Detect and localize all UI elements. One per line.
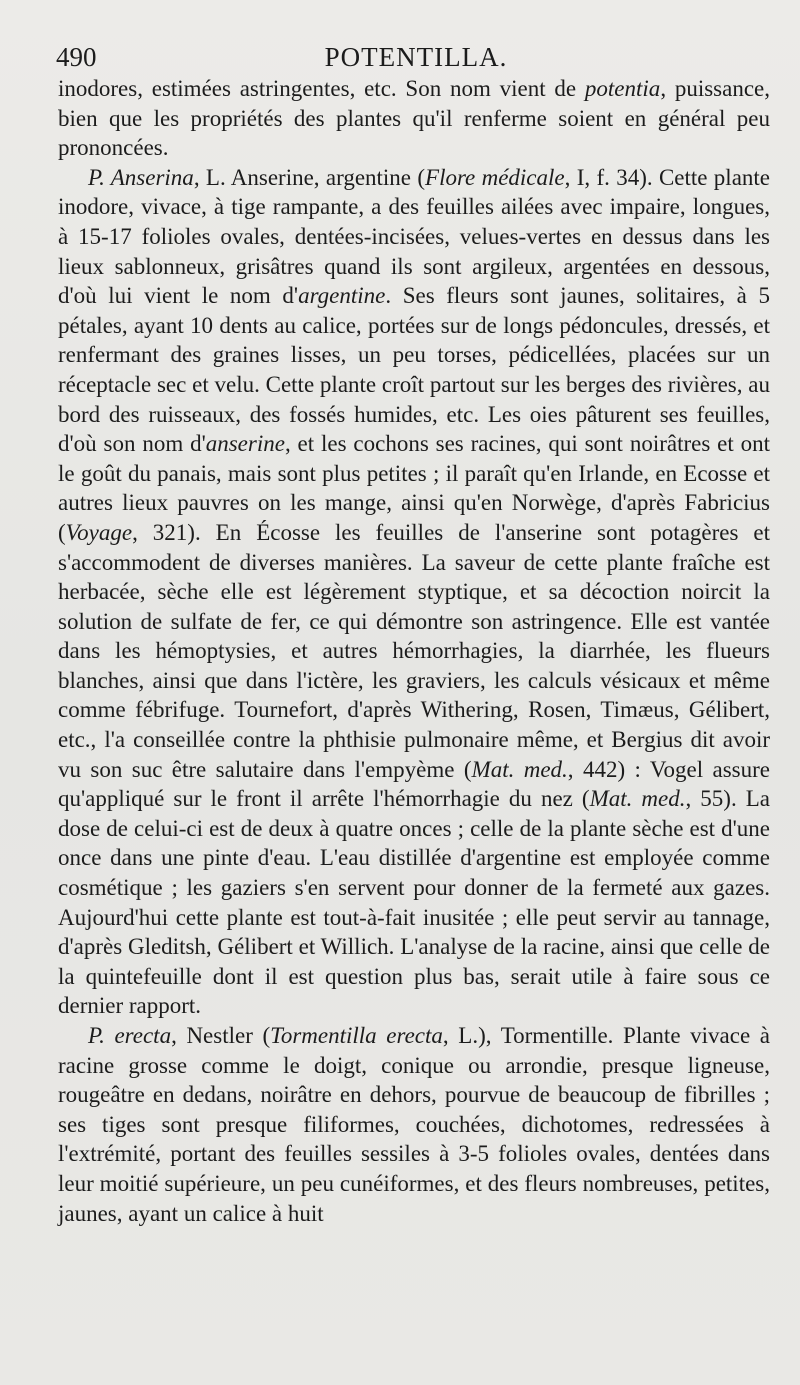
text-run: , L.), Tormentille. Plante vivace à racine grosse comme le doigt, conique ou arrondie, presque ligneuse, rougeâtre en dedans, noirâtre en dehors, pourvue de beaucoup de fibrilles ; ses tiges sont presque filiformes, couchées, dichotomes, redressées à l'extrémité, portant des feuilles sessiles à 3-5 folioles ovales, dentées dans leur moitié supérieure, un peu cunéiformes, et des fleurs nombreuses, petites, jaunes, ayant un calice à huit <box>58 1023 770 1226</box>
page-number: 490 <box>56 42 97 72</box>
text-run: inodores, estimées astringentes, etc. Son nom vient de <box>58 76 585 101</box>
text-run: , I, f. 34). Cette plante inodore, vivace, à tige rampante, a des feuilles ailées avec impaire, longues, à 15-17 folioles ovales, dentées-incisées, velues-vertes en dessus dans les lieux sablonneux, grisâtres quand ils sont argileux, argentées en dessous, d'où lui vient le nom d' <box>58 164 771 309</box>
italic-text: Tormentilla erecta <box>270 1023 443 1048</box>
paragraph <box>58 163 770 1021</box>
italic-text: argentine <box>298 283 386 309</box>
text-run: , 321). En Écosse les feuilles de l'anserine sont potagères et s'accommodent de diverses manières. La saveur de cette plante fraîche est herbacée, sèche elle est légèrement styptique, et sa décoction noircit la solution de sulfate de fer, ce qui démontre son astringence. Elle est vantée dans les hémoptysies, et autres hémorrhagies, la diarrhée, les flueurs blanches, ainsi que dans l'ictère, les graviers, les calculs vésicaux et même comme fébrifuge. Tournefort, d'après Withering, Rosen, Timæus, Gélibert, etc., l'a conseillée contre la phthisie pulmonaire même, et Bergius dit avoir vu son suc être salutaire dans l'empyème ( <box>58 519 770 782</box>
italic-text: P. erecta <box>88 1023 172 1048</box>
body-text <box>58 74 770 1228</box>
text-run: , Nestler ( <box>171 1023 271 1048</box>
text-run: , 442) : Vogel assure qu'appliqué sur le front il arrête l'hémorrhagie du nez ( <box>58 756 770 812</box>
italic-text: anserine <box>205 431 285 457</box>
text-run: . Ses fleurs sont jaunes, solitaires, à 5 pétales, ayant 10 dents au calice, portées sur de longs pédoncules, dressés, et renfermant des graines lisses, un peu torses, pédicellées, placées sur un réceptacle sec et velu. Cette plante croît partout sur les berges des rivières, au bord des ruisseaux, des fossés humides, etc. Les oies pâturent ses feuilles, d'où son nom d' <box>58 283 770 457</box>
running-title: POTENTILLA. <box>324 42 508 72</box>
page-header <box>56 42 776 78</box>
text-run: , puissance, bien que les propriétés des plantes qu'il renferme soient en général peu prononcées. <box>58 76 771 161</box>
italic-text: potentia <box>584 76 661 101</box>
italic-text: Voyage <box>65 519 133 545</box>
italic-text: Mat. med. <box>471 756 568 782</box>
italic-text: P. Anserina <box>88 164 194 190</box>
text-run: , et les cochons ses racines, qui sont noirâtres et ont le goût du panais, mais sont plus petites ; il paraît qu'en Irlande, en Ecosse et autres lieux pauvres on les mange, ainsi qu'en Norwège, d'après Fabricius ( <box>58 431 770 545</box>
text-run: , L. Anserine, argentine ( <box>193 164 426 190</box>
italic-text: Mat. med. <box>589 786 686 812</box>
text-run: , 55). La dose de celui-ci est de deux à quatre onces ; celle de la plante sèche est d'une once dans une pinte d'eau. L'eau distillée d'argentine est employée comme cosmétique ; les gaziers s'en servent pour donner de la fermeté aux gazes. Aujourd'hui cette plante est tout-à-fait inusitée ; elle peut servir au tannage, d'après Gleditsh, Gélibert et Willich. L'analyse de la racine, ainsi que celle de la quintefeuille dont il est question plus bas, serait utile à faire sous ce dernier rapport. <box>58 786 770 1019</box>
paragraph <box>58 1021 770 1228</box>
italic-text: Flore médicale <box>425 164 565 190</box>
paragraph <box>58 74 770 163</box>
